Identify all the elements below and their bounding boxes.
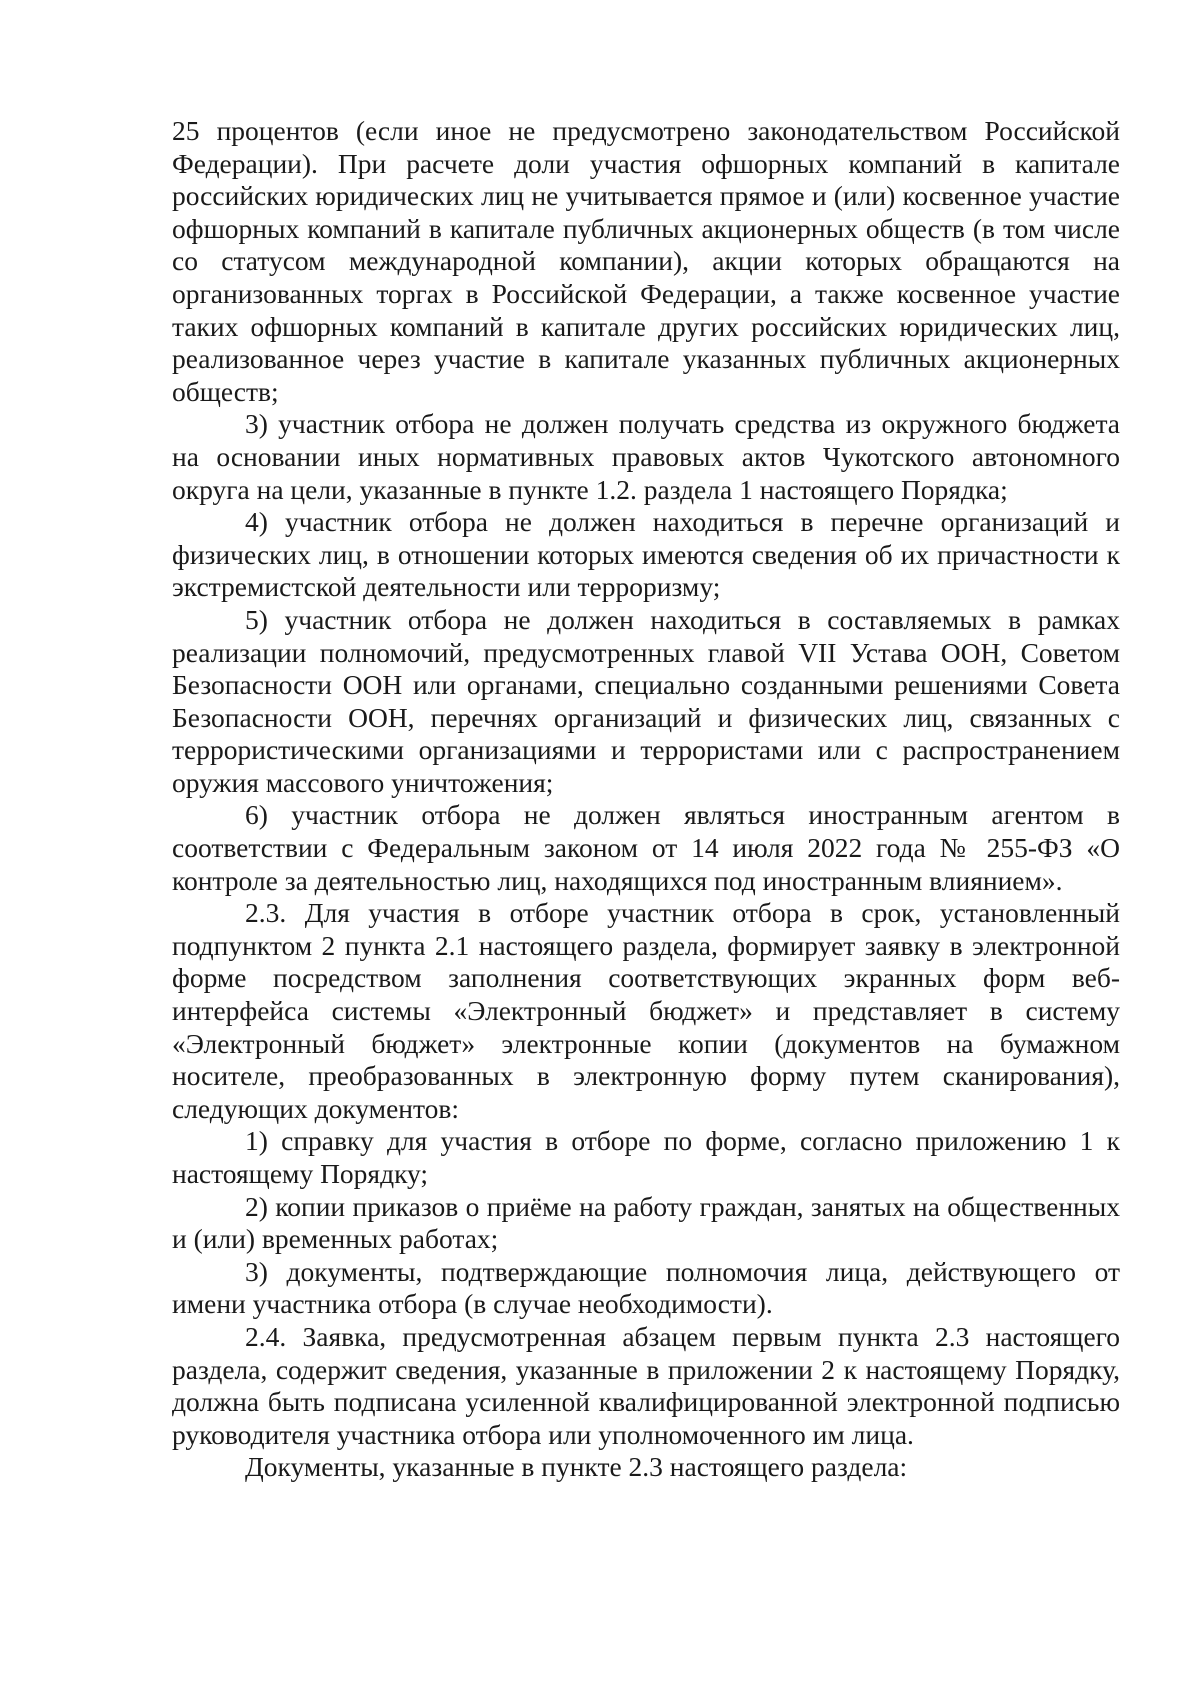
paragraph-item-6: 6) участник отбора не должен являться иностранным агентом в соответствии с Федеральным законом от 14 июля 2022 года № 255-ФЗ «О контроле за деятельностью лиц, находящихся под иностранным влиянием». [172,799,1120,896]
paragraph-documents-intro: Документы, указанные в пункте 2.3 настоящего раздела: [245,1451,908,1483]
paragraph-doc-item-3: 3) документы, подтверждающие полномочия лица, действующего от имени участника отбора (в случае необходимости). [172,1255,1120,1320]
paragraph-item-3: 3) участник отбора не должен получать средства из окружного бюджета на основании иных нормативных правовых актов Чукотского автономного округа на цели, указанные в пункте 1.2. раздела 1 настоящего Порядка; [172,408,1120,505]
paragraph-section-2-3: 2.3. Для участия в отборе участник отбора в срок, установленный подпунктом 2 пункта 2.1 настоящего раздела, формирует заявку в электронной форме посредством заполнения соответствующих экранных форм веб-интерфейса системы «Электронный бюджет» и представляет в систему «Электронный бюджет» электронные копии (документов на бумажном носителе, преобразованных в электронную форму путем сканирования), следующих документов: [172,897,1120,1124]
paragraph-doc-item-1: 1) справку для участия в отборе по форме, согласно приложению 1 к настоящему Порядку; [172,1125,1120,1189]
paragraph-item-4: 4) участник отбора не должен находиться в перечне организаций и физических лиц, в отношении которых имеются сведения об их причастности к экстремистской деятельности или терроризму; [172,506,1120,603]
document-body [172,115,1120,1484]
paragraph-section-2-4: 2.4. Заявка, предусмотренная абзацем первым пункта 2.3 настоящего раздела, содержит сведения, указанные в приложении 2 к настоящему Порядку, должна быть подписана усиленной квалифицированной электронной подписью руководителя участника отбора или уполномоченного им лица. [172,1320,1120,1450]
paragraph-item-5: 5) участник отбора не должен находиться в составляемых в рамках реализации полномочий, предусмотренных главой VII Устава ООН, Советом Безопасности ООН или органами, специально созданными решениями Совета Безопасности ООН, перечнях организаций и физических лиц, связанных с террористическими организациями и террористами или с распространением оружия массового уничтожения; [172,603,1120,798]
paragraph-offshore-share: 25 процентов (если иное не предусмотрено законодательством Российской Федерации). При расчете доли участия офшорных компаний в капитале российских юридических лиц не учитывается прямое и (или) косвенное участие офшорных компаний в капитале публичных акционерных обществ (в том числе со статусом международной компании), акции которых обращаются на организованных торгах в Российской Федерации, а также косвенное участие таких офшорных компаний в капитале других российских юридических лиц, реализованное через участие в капитале указанных публичных акционерных обществ; [172,115,1120,407]
paragraph-doc-item-2: 2) копии приказов о приёме на работу граждан, занятых на общественных и (или) временных работах; [172,1190,1120,1255]
